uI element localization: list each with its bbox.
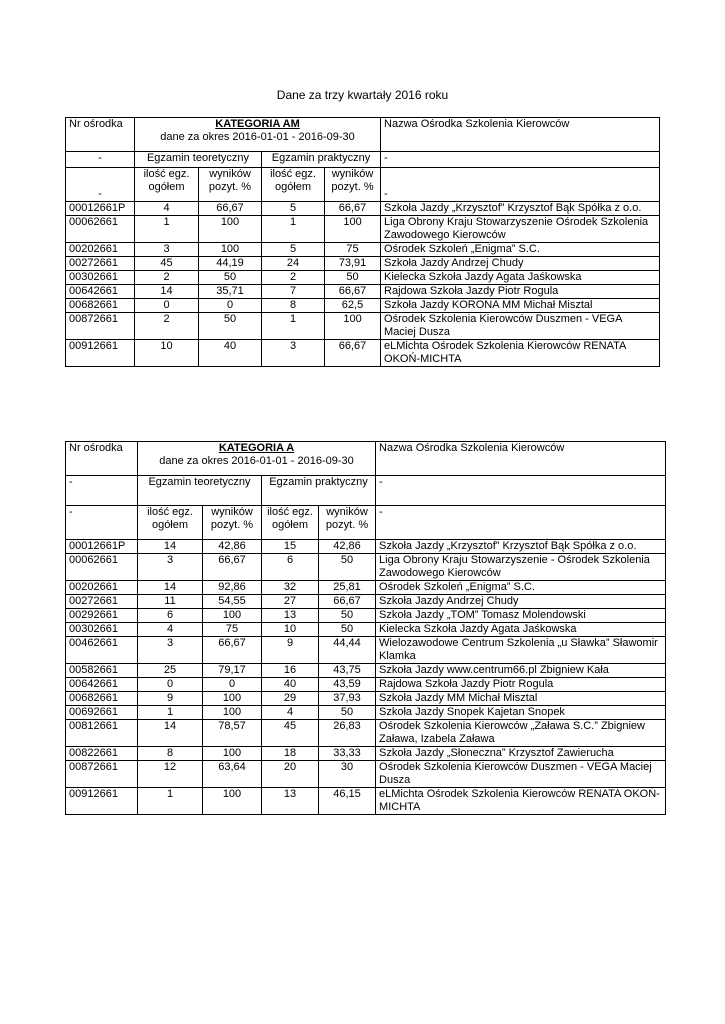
- date-range: dane za okres 2016-01-01 - 2016-09-30: [159, 455, 354, 467]
- practical-result-cell: 100: [325, 313, 381, 340]
- table-row: [66, 243, 660, 257]
- practical-result-cell: 43,59: [319, 678, 376, 692]
- school-name-cell: Szkoła Jazdy KORONA MM Michał Misztal: [381, 299, 660, 313]
- theory-result-cell: 66,67: [203, 637, 262, 664]
- practical-count-cell: 9: [262, 637, 319, 664]
- school-name-cell: Wielozawodowe Centrum Szkolenia „u Sławka” Sławomir Klamka: [376, 637, 666, 664]
- nr-cell: 00822661: [66, 747, 138, 761]
- nr-cell: 00202661: [66, 581, 138, 595]
- exam-theory-header: Egzamin teoretyczny: [138, 476, 262, 506]
- practical-count-cell: 18: [262, 747, 319, 761]
- table-row: [66, 664, 666, 678]
- practical-result-cell: 50: [319, 554, 376, 581]
- practical-result-cell: 33,33: [319, 747, 376, 761]
- theory-result-cell: 75: [203, 623, 262, 637]
- school-name-cell: Liga Obrony Kraju Stowarzyszenie - Ośrodek Szkolenia Zawodowego Kierowców: [376, 554, 666, 581]
- theory-result-cell: 100: [199, 216, 262, 243]
- dash-cell: -: [66, 168, 135, 202]
- practical-count-cell: 7: [262, 285, 325, 299]
- theory-count-cell: 8: [138, 747, 203, 761]
- school-name-cell: Kielecka Szkoła Jazdy Agata Jaśkowska: [376, 623, 666, 637]
- theory-count-cell: 10: [135, 340, 199, 367]
- practical-count-cell: 6: [262, 554, 319, 581]
- table-row: [66, 257, 660, 271]
- practical-count-cell: 29: [262, 692, 319, 706]
- theory-result-cell: 66,67: [199, 202, 262, 216]
- school-name-cell: Szkoła Jazdy „Krzysztof” Krzysztof Bąk Spółka z o.o.: [376, 540, 666, 554]
- practical-count-cell: 1: [262, 216, 325, 243]
- column-header-name: Nazwa Ośrodka Szkolenia Kierowców: [376, 442, 666, 476]
- practical-result-cell: 42,86: [319, 540, 376, 554]
- school-name-cell: Ośrodek Szkoleń „Enigma” S.C.: [381, 243, 660, 257]
- practical-result-cell: 46,15: [319, 788, 376, 815]
- result-header: wyników pozyt. %: [199, 168, 262, 202]
- practical-result-cell: 100: [325, 216, 381, 243]
- theory-result-cell: 44,19: [199, 257, 262, 271]
- result-header: wyników pozyt. %: [203, 506, 262, 540]
- table-row: [66, 637, 666, 664]
- table-row: [66, 720, 666, 747]
- nr-cell: 00012661P: [66, 540, 138, 554]
- nr-cell: 00582661: [66, 664, 138, 678]
- theory-count-cell: 9: [138, 692, 203, 706]
- theory-count-cell: 2: [135, 271, 199, 285]
- theory-count-cell: 4: [138, 623, 203, 637]
- theory-result-cell: 100: [203, 706, 262, 720]
- practical-count-cell: 40: [262, 678, 319, 692]
- table-body: [66, 118, 660, 367]
- table-body: [66, 442, 666, 815]
- school-name-cell: Szkoła Jazdy „Krzysztof” Krzysztof Bąk Spółka z o.o.: [381, 202, 660, 216]
- practical-result-cell: 30: [319, 761, 376, 788]
- dash-cell: -: [66, 152, 135, 168]
- category-title-cell: [138, 442, 376, 476]
- nr-cell: 00692661: [66, 706, 138, 720]
- theory-count-cell: 0: [135, 299, 199, 313]
- school-name-cell: eLMichta Ośrodek Szkolenia Kierowców RENATA OKOŃ-MICHTA: [376, 788, 666, 815]
- practical-count-cell: 5: [262, 202, 325, 216]
- practical-result-cell: 66,67: [325, 340, 381, 367]
- theory-count-cell: 1: [138, 788, 203, 815]
- practical-count-cell: 16: [262, 664, 319, 678]
- table-kategoria-am: [65, 117, 660, 367]
- practical-result-cell: 50: [319, 609, 376, 623]
- school-name-cell: Szkoła Jazdy Snopek Kajetan Snopek: [376, 706, 666, 720]
- theory-count-cell: 6: [138, 609, 203, 623]
- subheader-row: [66, 168, 660, 202]
- table-row: [66, 540, 666, 554]
- theory-count-cell: 3: [138, 554, 203, 581]
- theory-result-cell: 100: [203, 609, 262, 623]
- theory-count-cell: 14: [138, 720, 203, 747]
- theory-result-cell: 100: [203, 692, 262, 706]
- school-name-cell: Rajdowa Szkoła Jazdy Piotr Rogula: [381, 285, 660, 299]
- table-row: [66, 623, 666, 637]
- theory-count-cell: 1: [135, 216, 199, 243]
- exam-type-row: [66, 476, 666, 506]
- practical-result-cell: 26,83: [319, 720, 376, 747]
- school-name-cell: Ośrodek Szkolenia Kierowców Duszmen - VEGA Maciej Dusza: [376, 761, 666, 788]
- table-row: [66, 581, 666, 595]
- nr-cell: 00642661: [66, 285, 135, 299]
- nr-cell: 00872661: [66, 313, 135, 340]
- theory-result-cell: 63,64: [203, 761, 262, 788]
- theory-count-cell: 11: [138, 595, 203, 609]
- nr-cell: 00012661P: [66, 202, 135, 216]
- theory-count-cell: 14: [135, 285, 199, 299]
- table-row: [66, 340, 660, 367]
- category-title-cell: [135, 118, 381, 152]
- theory-count-cell: 4: [135, 202, 199, 216]
- dash-cell: -: [381, 152, 660, 168]
- count-header: ilość egz. ogółem: [135, 168, 199, 202]
- table-kategoria-a: [65, 441, 666, 815]
- school-name-cell: Szkoła Jazdy „TOM” Tomasz Molendowski: [376, 609, 666, 623]
- theory-result-cell: 100: [203, 788, 262, 815]
- school-name-cell: Ośrodek Szkolenia Kierowców „Zaława S.C.” Zbigniew Zaława, Izabela Zaława: [376, 720, 666, 747]
- theory-result-cell: 78,57: [203, 720, 262, 747]
- school-name-cell: Ośrodek Szkoleń „Enigma” S.C.: [376, 581, 666, 595]
- school-name-cell: Liga Obrony Kraju Stowarzyszenie Ośrodek Szkolenia Zawodowego Kierowców: [381, 216, 660, 243]
- table-row: [66, 554, 666, 581]
- nr-cell: 00872661: [66, 761, 138, 788]
- table-row: [66, 609, 666, 623]
- theory-result-cell: 0: [199, 299, 262, 313]
- nr-cell: 00912661: [66, 340, 135, 367]
- practical-count-cell: 24: [262, 257, 325, 271]
- nr-cell: 00272661: [66, 257, 135, 271]
- table-row: [66, 285, 660, 299]
- practical-count-cell: 8: [262, 299, 325, 313]
- table-row: [66, 747, 666, 761]
- theory-result-cell: 100: [203, 747, 262, 761]
- practical-result-cell: 66,67: [325, 202, 381, 216]
- exam-theory-header: Egzamin teoretyczny: [135, 152, 262, 168]
- theory-result-cell: 100: [199, 243, 262, 257]
- count-header: ilość egz. ogółem: [262, 506, 319, 540]
- table-row: [66, 692, 666, 706]
- practical-count-cell: 5: [262, 243, 325, 257]
- table-row: [66, 271, 660, 285]
- practical-result-cell: 50: [325, 271, 381, 285]
- nr-cell: 00682661: [66, 299, 135, 313]
- page-title: Dane za trzy kwartały 2016 roku: [276, 88, 449, 102]
- theory-result-cell: 79,17: [203, 664, 262, 678]
- practical-count-cell: 2: [262, 271, 325, 285]
- practical-result-cell: 75: [325, 243, 381, 257]
- school-name-cell: Ośrodek Szkolenia Kierowców Duszmen - VEGA Maciej Dusza: [381, 313, 660, 340]
- theory-result-cell: 40: [199, 340, 262, 367]
- practical-result-cell: 50: [319, 623, 376, 637]
- result-header: wyników pozyt. %: [325, 168, 381, 202]
- school-name-cell: Kielecka Szkoła Jazdy Agata Jaśkowska: [381, 271, 660, 285]
- practical-count-cell: 3: [262, 340, 325, 367]
- theory-result-cell: 92,86: [203, 581, 262, 595]
- theory-count-cell: 12: [138, 761, 203, 788]
- theory-count-cell: 14: [138, 581, 203, 595]
- dash-cell: -: [66, 506, 138, 540]
- practical-result-cell: 44,44: [319, 637, 376, 664]
- theory-count-cell: 1: [138, 706, 203, 720]
- table-row: [66, 299, 660, 313]
- practical-count-cell: 4: [262, 706, 319, 720]
- category-title: KATEGORIA A: [218, 442, 295, 454]
- theory-count-cell: 2: [135, 313, 199, 340]
- date-range: dane za okres 2016-01-01 - 2016-09-30: [160, 131, 355, 143]
- school-name-cell: Szkoła Jazdy MM Michał Misztal: [376, 692, 666, 706]
- result-header: wyników pozyt. %: [319, 506, 376, 540]
- school-name-cell: Rajdowa Szkoła Jazdy Piotr Rogula: [376, 678, 666, 692]
- theory-count-cell: 3: [135, 243, 199, 257]
- table-header-row: [66, 118, 660, 152]
- practical-result-cell: 50: [319, 706, 376, 720]
- dash-cell: -: [376, 476, 666, 506]
- column-header-nr: Nr ośrodka: [66, 442, 138, 476]
- school-name-cell: Szkoła Jazdy www.centrum66.pl Zbigniew Kała: [376, 664, 666, 678]
- practical-result-cell: 62,5: [325, 299, 381, 313]
- school-name-cell: Szkoła Jazdy Andrzej Chudy: [381, 257, 660, 271]
- nr-cell: 00912661: [66, 788, 138, 815]
- dash-cell: -: [376, 506, 666, 540]
- nr-cell: 00462661: [66, 637, 138, 664]
- table-row: [66, 788, 666, 815]
- practical-count-cell: 10: [262, 623, 319, 637]
- exam-practical-header: Egzamin praktyczny: [262, 152, 381, 168]
- school-name-cell: Szkoła Jazdy Andrzej Chudy: [376, 595, 666, 609]
- dash-cell: -: [381, 168, 660, 202]
- practical-count-cell: 45: [262, 720, 319, 747]
- nr-cell: 00292661: [66, 609, 138, 623]
- theory-result-cell: 42,86: [203, 540, 262, 554]
- subheader-row: [66, 506, 666, 540]
- practical-result-cell: 37,93: [319, 692, 376, 706]
- nr-cell: 00642661: [66, 678, 138, 692]
- theory-count-cell: 25: [138, 664, 203, 678]
- practical-result-cell: 66,67: [319, 595, 376, 609]
- theory-result-cell: 54,55: [203, 595, 262, 609]
- practical-result-cell: 73,91: [325, 257, 381, 271]
- nr-cell: 00812661: [66, 720, 138, 747]
- count-header: ilość egz. ogółem: [138, 506, 203, 540]
- practical-count-cell: 1: [262, 313, 325, 340]
- nr-cell: 00062661: [66, 554, 138, 581]
- column-header-nr: Nr ośrodka: [66, 118, 135, 152]
- category-title: KATEGORIA AM: [215, 118, 300, 130]
- table-row: [66, 595, 666, 609]
- exam-type-row: [66, 152, 660, 168]
- table-row: [66, 202, 660, 216]
- practical-count-cell: 20: [262, 761, 319, 788]
- column-header-name: Nazwa Ośrodka Szkolenia Kierowców: [381, 118, 660, 152]
- table-row: [66, 761, 666, 788]
- nr-cell: 00062661: [66, 216, 135, 243]
- theory-count-cell: 0: [138, 678, 203, 692]
- practical-count-cell: 13: [262, 788, 319, 815]
- theory-count-cell: 3: [138, 637, 203, 664]
- theory-result-cell: 0: [203, 678, 262, 692]
- nr-cell: 00272661: [66, 595, 138, 609]
- practical-count-cell: 13: [262, 609, 319, 623]
- table-row: [66, 678, 666, 692]
- practical-result-cell: 43,75: [319, 664, 376, 678]
- practical-result-cell: 66,67: [325, 285, 381, 299]
- nr-cell: 00302661: [66, 623, 138, 637]
- school-name-cell: eLMichta Ośrodek Szkolenia Kierowców RENATA OKOŃ-MICHTA: [381, 340, 660, 367]
- table-row: [66, 313, 660, 340]
- theory-count-cell: 45: [135, 257, 199, 271]
- table-row: [66, 706, 666, 720]
- theory-count-cell: 14: [138, 540, 203, 554]
- nr-cell: 00682661: [66, 692, 138, 706]
- practical-count-cell: 15: [262, 540, 319, 554]
- school-name-cell: Szkoła Jazdy „Słoneczna” Krzysztof Zawierucha: [376, 747, 666, 761]
- table-header-row: [66, 442, 666, 476]
- theory-result-cell: 50: [199, 313, 262, 340]
- count-header: ilość egz. ogółem: [262, 168, 325, 202]
- table-row: [66, 216, 660, 243]
- practical-count-cell: 32: [262, 581, 319, 595]
- nr-cell: 00202661: [66, 243, 135, 257]
- theory-result-cell: 66,67: [203, 554, 262, 581]
- theory-result-cell: 50: [199, 271, 262, 285]
- nr-cell: 00302661: [66, 271, 135, 285]
- practical-count-cell: 27: [262, 595, 319, 609]
- dash-cell: -: [66, 476, 138, 506]
- exam-practical-header: Egzamin praktyczny: [262, 476, 376, 506]
- practical-result-cell: 25,81: [319, 581, 376, 595]
- theory-result-cell: 35,71: [199, 285, 262, 299]
